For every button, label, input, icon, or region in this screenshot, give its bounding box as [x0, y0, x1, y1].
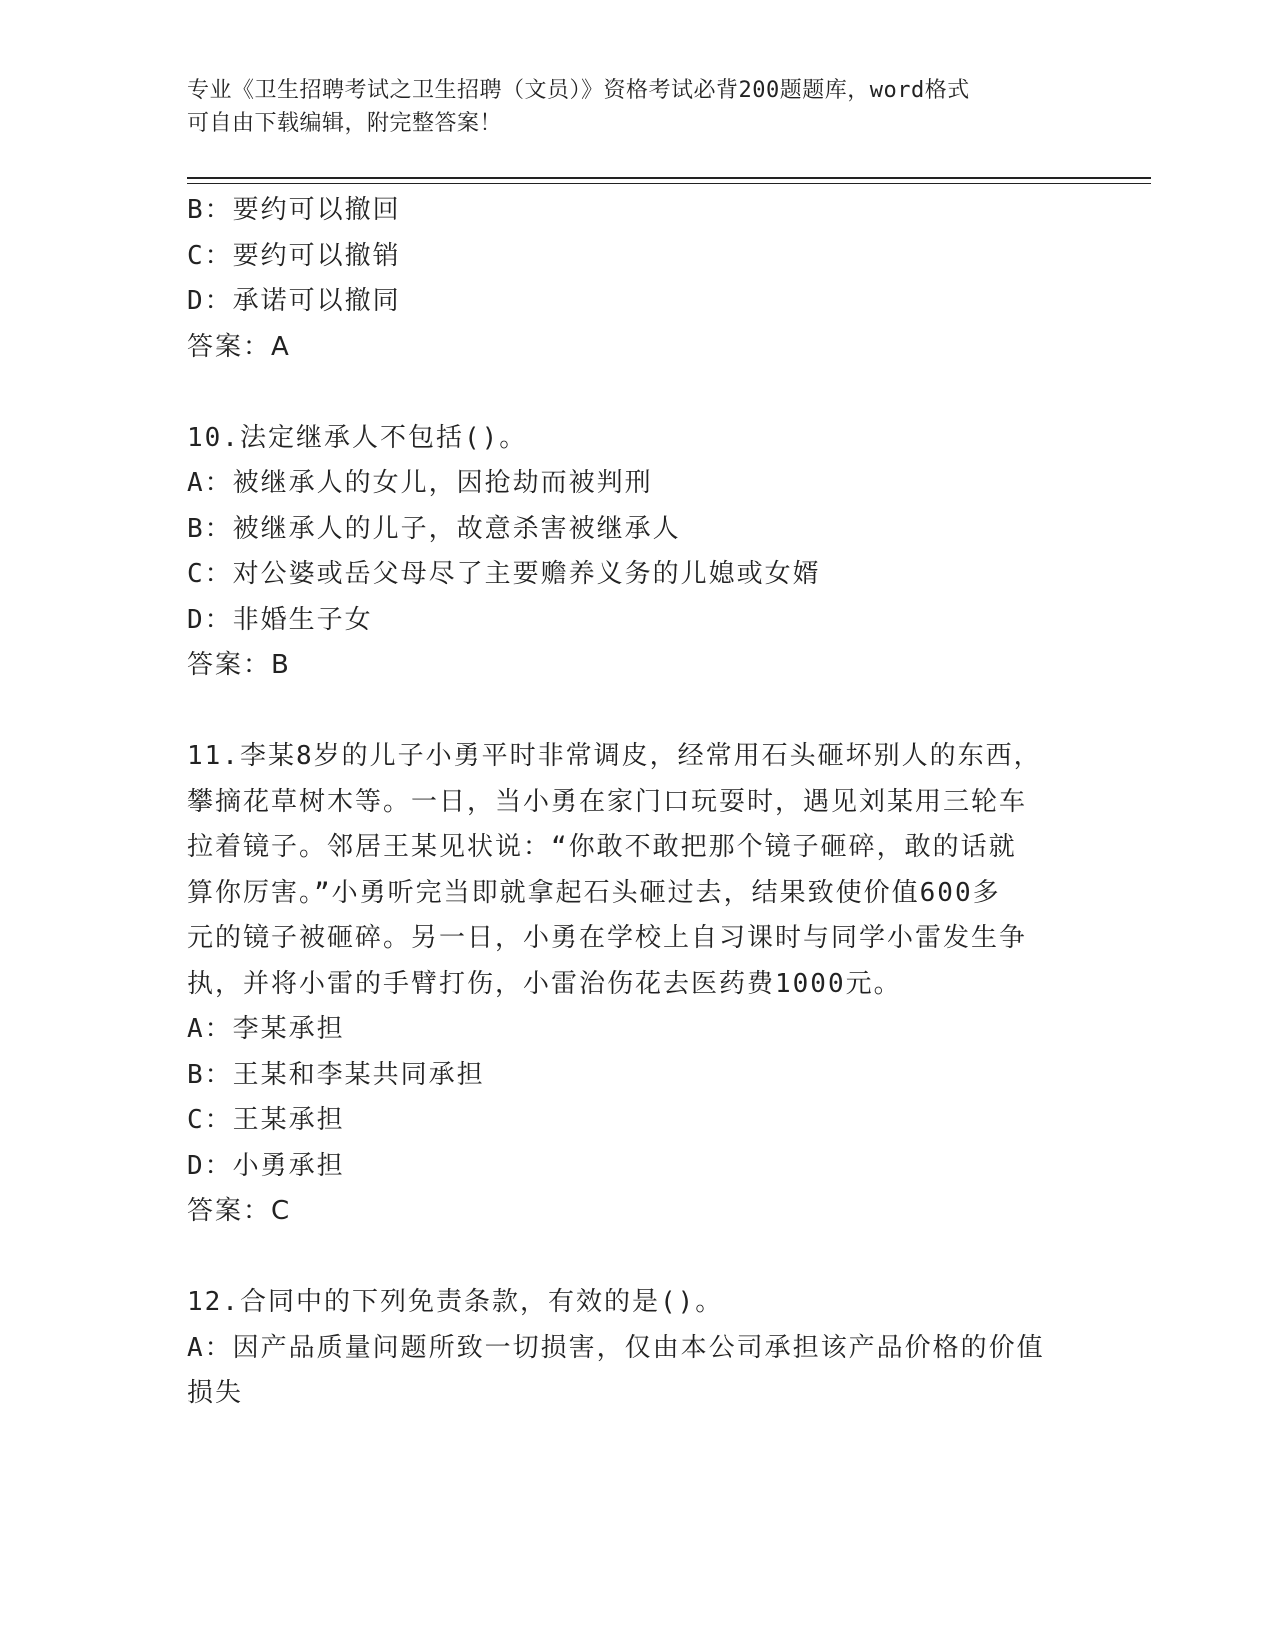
question-10-block [187, 416, 1077, 689]
spacer [187, 370, 1077, 416]
question-stem-line: 拉着镜子。邻居王某见状说：“你敢不敢把那个镜子砸碎，敢的话就 [187, 832, 1017, 862]
header-divider-thin [187, 183, 1151, 184]
question-stem: 10.法定继承人不包括()。 [187, 422, 528, 453]
answer-line: 答案：A [187, 331, 291, 362]
option-b: B：要约可以撤回 [187, 195, 401, 225]
option-c: C：对公婆或岳父母尽了主要赡养义务的儿媳或女婿 [187, 559, 821, 589]
option-a-line: 损失 [187, 1378, 244, 1408]
question-12-block [187, 1280, 1077, 1417]
prev-question-block [187, 188, 1077, 370]
header-line-1: 专业《卫生招聘考试之卫生招聘（文员）》资格考试必背200题题库，word格式 [187, 78, 970, 103]
option-c: C：王某承担 [187, 1105, 345, 1135]
question-stem-line: 11.李某8岁的儿子小勇平时非常调皮，经常用石头砸坏别人的东西， [187, 741, 1042, 771]
option-b: B：王某和李某共同承担 [187, 1059, 485, 1090]
spacer [187, 689, 1077, 735]
question-stem-line: 攀摘花草树木等。一日，当小勇在家门口玩耍时，遇见刘某用三轮车 [187, 786, 1028, 817]
question-stem-line: 算你厉害。”小勇听完当即就拿起石头砸过去，结果致使价值600多 [187, 877, 1001, 908]
document-header [187, 74, 1067, 140]
option-d: D：非婚生子女 [187, 604, 373, 635]
header-divider-thick [187, 177, 1151, 179]
option-c: C：要约可以撤销 [187, 240, 401, 271]
option-a-line: A：因产品质量问题所致一切损害，仅由本公司承担该产品价格的价值 [187, 1332, 1045, 1363]
question-stem: 12.合同中的下列免责条款，有效的是()。 [187, 1287, 724, 1317]
question-11-block [187, 734, 1077, 1235]
answer-line: 答案：C [187, 1196, 292, 1226]
option-b: B：被继承人的儿子，故意杀害被继承人 [187, 513, 681, 544]
spacer [187, 1235, 1077, 1281]
option-a: A：被继承人的女儿，因抢劫而被判刑 [187, 468, 653, 498]
question-stem-line: 执，并将小雷的手臂打伤，小雷治伤花去医药费1000元。 [187, 968, 902, 999]
question-content [187, 188, 1077, 1417]
option-d: D：承诺可以撤同 [187, 286, 401, 316]
answer-line: 答案：B [187, 650, 291, 680]
option-a: A：李某承担 [187, 1014, 345, 1044]
question-stem-line: 元的镜子被砸碎。另一日，小勇在学校上自习课时与同学小雷发生争 [187, 923, 1028, 953]
header-line-2: 可自由下载编辑，附完整答案！ [187, 111, 503, 136]
option-d: D：小勇承担 [187, 1150, 345, 1181]
